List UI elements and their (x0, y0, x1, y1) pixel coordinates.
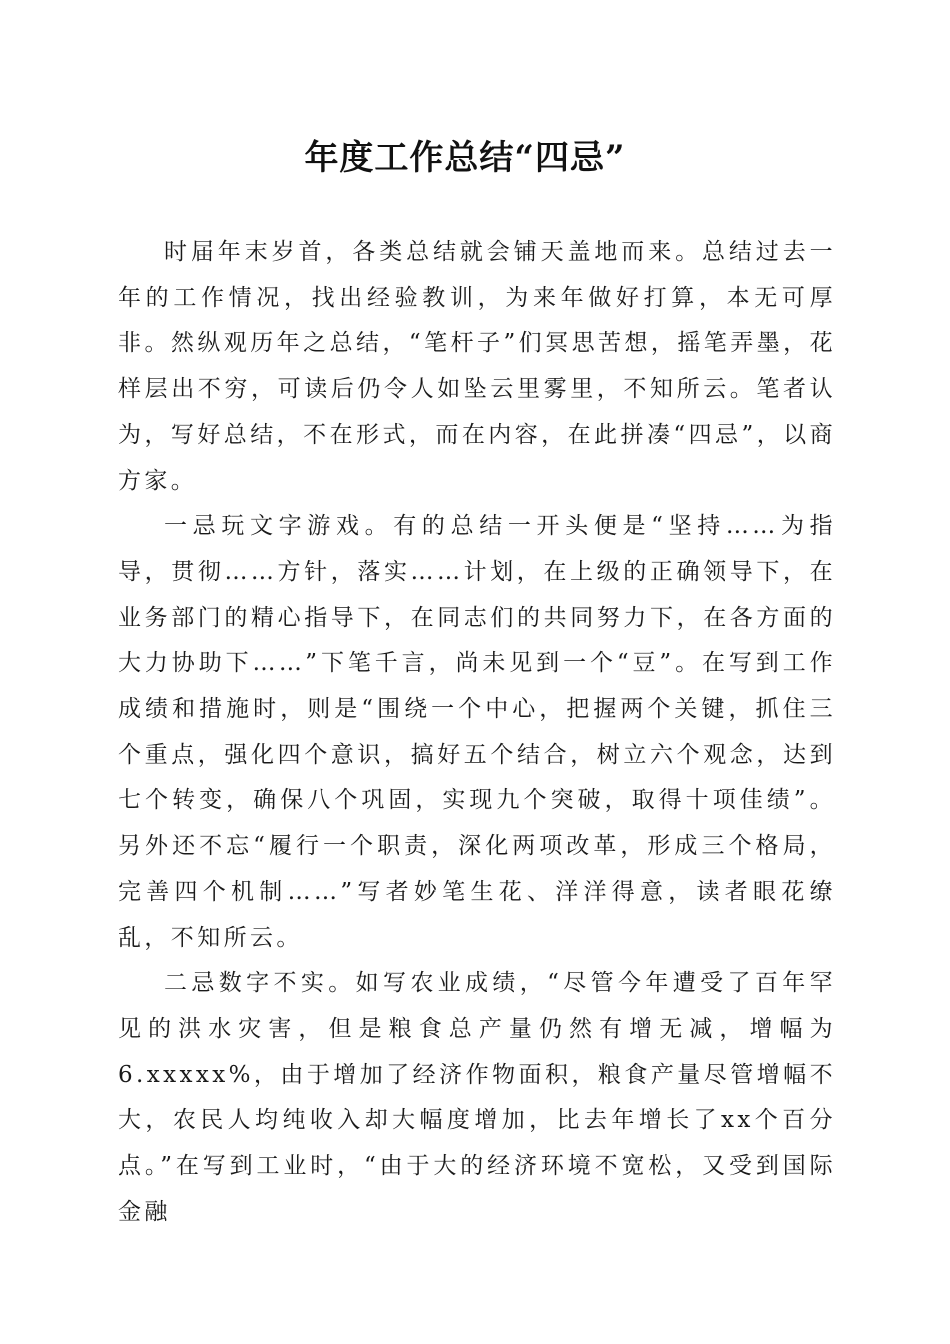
paragraph-intro: 时届年末岁首，各类总结就会铺天盖地而来。总结过去一年的工作情况，找出经验教训，为来年做好打算，本无可厚非。然纵观历年之总结，“笔杆子”们冥思苦想，摇笔弄墨，花样层出不穷，可读后仍令人如坠云里雾里，不知所云。笔者认为，写好总结，不在形式，而在内容，在此拼凑“四忌”，以商方家。 (118, 239, 836, 494)
document-title: 年度工作总结“四忌” (304, 138, 626, 178)
paragraph-first-taboo: 一忌玩文字游戏。有的总结一开头便是“坚持……为指导，贯彻……方针，落实……计划，在上级的正确领导下，在业务部门的精心指导下，在同志们的共同努力下，在各方面的大力协助下……”下笔千言，尚未见到一个“豆”。在写到工作成绩和措施时，则是“围绕一个中心，把握两个关键，抓住三个重点，强化四个意识，搞好五个结合，树立六个观念，达到七个转变，确保八个巩固，实现九个突破，取得十项佳绩”。另外还不忘“履行一个职责，深化两项改革，形成三个格局，完善四个机制……”写者妙笔生花、洋洋得意，读者眼花缭乱，不知所云。 (118, 513, 836, 951)
document-body (118, 230, 836, 1235)
paragraph-second-taboo: 二忌数字不实。如写农业成绩，“尽管今年遭受了百年罕见的洪水灾害，但是粮食总产量仍然有增无减，增幅为6.xxxxx%，由于增加了经济作物面积，粮食产量尽管增幅不大，农民人均纯收入却大幅度增加，比去年增长了xx个百分点。”在写到工业时，“由于大的经济环境不宽松，又受到国际金融 (118, 970, 836, 1225)
